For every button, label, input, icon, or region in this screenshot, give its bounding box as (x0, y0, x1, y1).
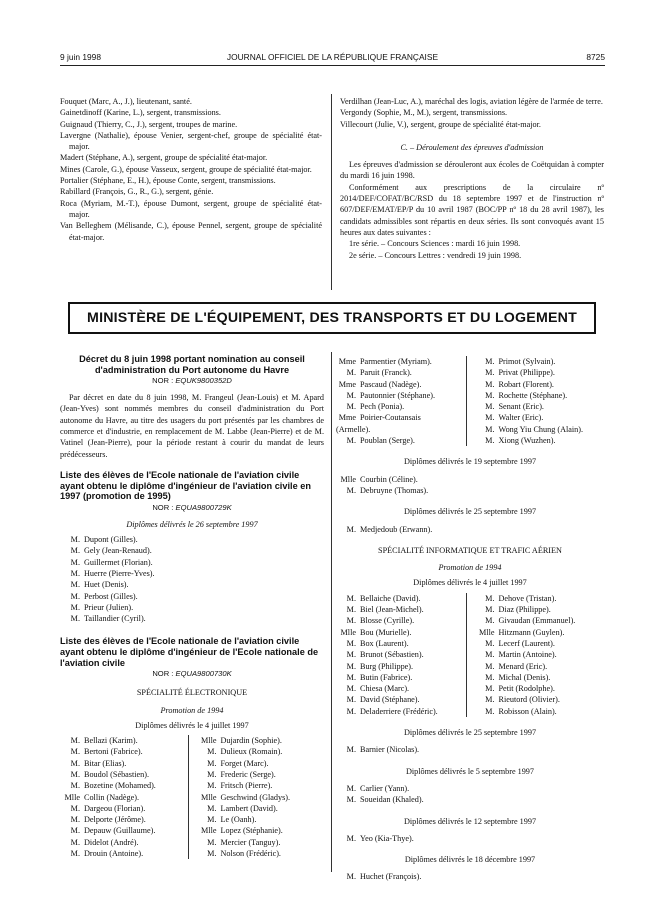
name-entry (60, 591, 324, 602)
name-entry (60, 848, 188, 859)
name-entry (60, 602, 324, 613)
civility: M. (70, 546, 80, 556)
name-entry (475, 379, 605, 390)
diploma-date: Diplômes délivrés le 26 septembre 1997 (126, 519, 258, 529)
person-name: Huet (Denis). (84, 580, 129, 590)
serie-line: 1re série. – Concours Sciences : mardi 16 juin 1998. (349, 239, 521, 249)
name-column-right (188, 735, 325, 859)
person-name: Dupont (Gilles). (84, 535, 138, 545)
person-name: Burg (Philippe). (360, 661, 414, 671)
civility: M. (346, 706, 356, 716)
person-name: Rieutord (Olivier). (498, 695, 560, 705)
name-entry (60, 792, 188, 803)
name-entry (475, 627, 605, 638)
civility: M. (485, 616, 495, 626)
name-list (336, 783, 604, 806)
name-list (60, 534, 324, 624)
civility: M. (346, 402, 356, 412)
person-name: Primot (Sylvain). (498, 357, 556, 366)
nor-reference: NOR : EQUA9800729K (152, 502, 232, 512)
name-entry (197, 814, 325, 825)
person-name: Delporte (Jérôme). (84, 815, 146, 825)
person-name: Walter (Eric). (498, 413, 544, 423)
list-item: Van Belleghem (Mélisande, C.), épouse Pennel, sergent, groupe de spécialité état-major. (60, 221, 322, 242)
name-entry (60, 557, 324, 568)
name-entry (60, 545, 324, 556)
diploma-date: Diplômes délivrés le 4 juillet 1997 (135, 720, 249, 730)
name-list (336, 833, 604, 844)
name-entry (336, 356, 466, 367)
diploma-date: Diplômes délivrés le 25 septembre 1997 (403, 728, 537, 738)
person-name: Chiesa (Marc). (360, 684, 410, 694)
civility: M. (70, 849, 80, 859)
list-title: Liste des élèves de l'Ecole nationale de l'aviation civile ayant obtenu le diplôme d'ingénieur de l'aviation civile en 1997 (promotion de 1995) (60, 469, 311, 502)
list-item: Vergondy (Sophie, M., M.), sergent, transmissions. (340, 108, 508, 118)
list-item: Gainetdinoff (Karine, L.), sergent, transmissions. (60, 108, 221, 118)
person-name: Dulieux (Romain). (220, 747, 283, 757)
page-header (60, 52, 605, 64)
civility: M. (485, 706, 495, 716)
civility: M. (346, 368, 356, 378)
name-entry (197, 837, 325, 848)
name-entry (475, 593, 605, 604)
name-entry (197, 792, 325, 803)
name-entry (336, 638, 466, 649)
person-name: Prieur (Julien). (84, 602, 134, 612)
civility: M. (485, 672, 495, 682)
name-entry (336, 435, 466, 446)
name-entry (336, 401, 466, 412)
name-entry (60, 735, 188, 746)
civility: Mlle (64, 792, 80, 802)
person-name: Bellazi (Karim). (84, 736, 138, 746)
diploma-date: Diplômes délivrés le 4 juillet 1997 (413, 578, 527, 588)
person-name: Biel (Jean-Michel). (360, 605, 424, 615)
list-item: Guignaud (Thierry, C., J.), sergent, troupes de marine. (60, 119, 238, 129)
name-entry (336, 379, 466, 390)
name-entry (336, 367, 466, 378)
civility: M. (346, 390, 356, 400)
civility: M. (70, 803, 80, 813)
name-entry (475, 706, 605, 717)
name-list-two-columns (336, 356, 604, 446)
civility: M. (207, 769, 217, 779)
person-name: Box (Laurent). (360, 638, 409, 648)
person-name: Guillermet (Florian). (84, 557, 153, 567)
civility: M. (485, 661, 495, 671)
person-name: Gely (Jean-Renaud). (84, 546, 152, 556)
person-name: Michal (Denis). (498, 672, 551, 682)
person-name: Dargeou (Florian). (84, 803, 146, 813)
person-name: Nolson (Frédéric). (220, 849, 281, 859)
name-entry (475, 356, 605, 367)
civility: M. (70, 591, 80, 601)
name-column-right (466, 356, 605, 446)
nor-reference: NOR : EQUA9800730K (152, 669, 232, 679)
person-name: Bitar (Elias). (84, 758, 127, 768)
promotion-heading: Promotion de 1994 (438, 563, 502, 573)
specialty-heading: SPÉCIALITÉ INFORMATIQUE ET TRAFIC AÉRIEN (378, 545, 562, 555)
person-name: Boudol (Sébastien). (84, 769, 150, 779)
civility: M. (70, 826, 80, 836)
name-list (336, 744, 604, 755)
person-name: Debruyne (Thomas). (360, 485, 429, 495)
name-column-left (60, 735, 188, 859)
person-name: Dujardin (Sophie). (220, 736, 282, 746)
section-title: C. – Déroulement des épreuves d'admission (400, 142, 544, 152)
name-entry (60, 579, 324, 590)
civility: M. (485, 368, 495, 378)
list-item: Mines (Carole, G.), épouse Vasseux, sergent, groupe de spécialité état-major. (60, 164, 312, 174)
person-name: Paruit (Franck). (360, 368, 412, 378)
civility: M. (70, 602, 80, 612)
person-name: Huchet (François). (360, 872, 422, 882)
name-entry (60, 568, 324, 579)
name-entry (336, 627, 466, 638)
person-name: Pautonnier (Stéphane). (360, 390, 436, 400)
person-name: Lopez (Stéphanie). (220, 826, 283, 836)
civility: Mme (338, 357, 356, 366)
person-name: Poirier-Coutansais (360, 413, 421, 423)
civility: Mme (338, 413, 356, 423)
person-name: Soueidan (Khaled). (360, 795, 424, 805)
name-entry (475, 401, 605, 412)
person-name: Wong Yiu Chung (Alain). (498, 424, 584, 434)
civility: M. (346, 783, 356, 793)
civility: Mlle (340, 474, 356, 484)
civility: M. (70, 580, 80, 590)
top-left-column (60, 96, 322, 243)
top-right-column (340, 96, 604, 261)
promotion-heading: Promotion de 1994 (160, 705, 224, 715)
bottom-right-column (336, 356, 604, 883)
civility: M. (485, 402, 495, 412)
person-name: Drouin (Antoine). (84, 849, 144, 859)
column-divider-bottom (331, 352, 332, 872)
civility: M. (346, 593, 356, 603)
person-name: Hitzmann (Guylen). (498, 627, 565, 637)
list-item: Fouquet (Marc, A., J.), lieutenant, santé. (60, 97, 192, 106)
person-name: Bertoni (Fabrice). (84, 747, 143, 757)
civility: M. (346, 745, 356, 755)
column-divider-top (331, 94, 332, 290)
header-journal-title: JOURNAL OFFICIEL DE LA RÉPUBLIQUE FRANÇAISE (226, 52, 439, 62)
diploma-date: Diplômes délivrés le 5 septembre 1997 (405, 766, 534, 776)
civility: M. (346, 485, 356, 495)
name-entry (336, 524, 604, 535)
name-entry (336, 672, 466, 683)
person-name: Givaudan (Emmanuel). (498, 616, 576, 626)
civility: Mlle (201, 792, 217, 802)
person-name: Poublan (Serge). (360, 436, 415, 446)
person-name: Pech (Ponia). (360, 402, 405, 412)
civility: Mlle (479, 627, 495, 637)
name-entry (475, 615, 605, 626)
person-name: Rochette (Stéphane). (498, 390, 568, 400)
name-entry (60, 613, 324, 624)
name-entry (197, 735, 325, 746)
person-name: Bozetine (Mohamed). (84, 781, 156, 791)
civility: M. (346, 661, 356, 671)
civility: M. (485, 695, 495, 705)
diploma-date: Diplômes délivrés le 12 septembre 1997 (403, 816, 537, 826)
person-name: Depauw (Guillaume). (84, 826, 156, 836)
diploma-date: Diplômes délivrés le 19 septembre 1997 (403, 457, 537, 467)
name-entry (60, 769, 188, 780)
name-entry (475, 367, 605, 378)
civility: M. (70, 535, 80, 545)
civility: Mlle (340, 627, 356, 637)
name-entry (475, 424, 605, 435)
diploma-date: Diplômes délivrés le 18 décembre 1997 (404, 855, 536, 865)
person-name: Perbost (Gilles). (84, 591, 138, 601)
name-entry (475, 435, 605, 446)
serie-line: 2e série. – Concours Lettres : vendredi 19 juin 1998. (349, 250, 522, 260)
name-entry (336, 783, 604, 794)
name-entry (60, 837, 188, 848)
list-item: Verdilhan (Jean-Luc, A.), maréchal des logis, aviation légère de l'armée de terre. (340, 97, 603, 106)
person-name-continued: (Armelle). (336, 424, 371, 434)
name-list (336, 474, 604, 497)
name-entry (197, 825, 325, 836)
person-name: Pascaud (Nadège). (360, 379, 422, 389)
name-entry (336, 412, 466, 423)
person-name: Barnier (Nicolas). (360, 745, 420, 755)
name-entry (197, 803, 325, 814)
civility: M. (70, 758, 80, 768)
name-entry (60, 534, 324, 545)
list-item: Lavergne (Nathalie), épouse Venier, sergent-chef, groupe de spécialité état-major. (60, 130, 322, 152)
name-entry (475, 672, 605, 683)
specialty-heading: SPÉCIALITÉ ÉLECTRONIQUE (136, 688, 248, 698)
civility: M. (346, 650, 356, 660)
name-entry (336, 706, 466, 717)
name-entry (336, 474, 604, 485)
bottom-left-column (60, 354, 324, 859)
civility: M. (207, 803, 217, 813)
person-name: Bellaiche (David). (360, 593, 421, 603)
civility: Mme (338, 379, 356, 389)
list-item: Villecourt (Julie, V.), sergent, groupe de spécialité état-major. (340, 119, 541, 129)
name-entry (475, 683, 605, 694)
person-name: Carlier (Yann). (360, 783, 410, 793)
person-name: Taillandier (Cyril). (84, 614, 146, 624)
name-entry (336, 604, 466, 615)
name-entry (336, 683, 466, 694)
list-item: Portalier (Stéphane, E., H.), épouse Conte, sergent, transmissions. (60, 176, 276, 186)
person-name: Xiong (Wuzhen). (498, 436, 556, 446)
name-entry (336, 833, 604, 844)
header-date: 9 juin 1998 (60, 52, 101, 62)
civility: M. (485, 593, 495, 603)
civility: M. (207, 747, 217, 757)
civility: M. (207, 815, 217, 825)
person-name: Huerre (Pierre-Yves). (84, 568, 155, 578)
person-name: Lecerf (Laurent). (498, 638, 555, 648)
decree-text: Par décret en date du 8 juin 1998, M. Frangeul (Jean-Louis) et M. Apard (Jean-Yves) sont nommés membres du conseil d'administration du Port autonome du Havre, au titre des usagers du port présentés par les chambres de commerce et d'industrie, en remplacement de M. Labbe (Jean-Pierre) et de M. Vatinel (Jean-Pierre), pour la période restant à courir du mandat de leurs prédécesseurs. (60, 393, 324, 459)
civility: M. (346, 684, 356, 694)
civility: M. (485, 357, 495, 366)
person-name: Collin (Nadège). (84, 792, 140, 802)
civility: M. (346, 436, 356, 446)
person-name: Martin (Antoine). (498, 650, 557, 660)
name-entry (197, 758, 325, 769)
civility: M. (346, 524, 356, 534)
name-entry (475, 649, 605, 660)
name-entry (60, 746, 188, 757)
person-name: Senant (Eric). (498, 402, 544, 412)
civility: M. (485, 390, 495, 400)
civility: M. (346, 695, 356, 705)
person-name: Robart (Florent). (498, 379, 554, 389)
name-entry (475, 604, 605, 615)
name-entry (336, 593, 466, 604)
civility: M. (70, 736, 80, 746)
person-name: Fritsch (Pierre). (220, 781, 273, 791)
civility: M. (70, 781, 80, 791)
list-item: Rabillard (François, G., R., G.), sergent, génie. (60, 187, 214, 197)
name-entry (336, 485, 604, 496)
name-entry (60, 758, 188, 769)
civility: M. (485, 605, 495, 615)
person-name: Le (Oanh). (220, 815, 257, 825)
name-entry (60, 825, 188, 836)
name-entry (336, 649, 466, 660)
header-rule (60, 65, 605, 66)
person-name: Diaz (Philippe). (498, 605, 551, 615)
civility: M. (70, 747, 80, 757)
name-entry (475, 390, 605, 401)
list-title: Liste des élèves de l'Ecole nationale de l'aviation civile ayant obtenu le diplôme d'ingénieur de l'Ecole nationale de l'aviation civile (60, 636, 319, 668)
civility: M. (485, 413, 495, 423)
civility: M. (485, 684, 495, 694)
name-entry (336, 661, 466, 672)
name-entry (197, 848, 325, 859)
name-list-two-columns (60, 735, 324, 859)
civility: M. (346, 833, 356, 843)
name-entry (197, 780, 325, 791)
person-name: Parmentier (Myriam). (360, 357, 432, 366)
name-list-two-columns (336, 593, 604, 717)
civility: M. (70, 568, 80, 578)
person-name: Bou (Murielle). (360, 627, 412, 637)
civility: Mlle (201, 826, 217, 836)
person-name: Robisson (Alain). (498, 706, 557, 716)
name-list (336, 871, 604, 882)
civility: M. (70, 614, 80, 624)
civility: M. (485, 424, 495, 434)
person-name: Dehove (Tristan). (498, 593, 557, 603)
civility: M. (346, 795, 356, 805)
person-name: Petit (Rodolphe). (498, 684, 555, 694)
civility: M. (346, 616, 356, 626)
civility: M. (70, 815, 80, 825)
civility: M. (207, 849, 217, 859)
name-column-right (466, 593, 605, 717)
civility: M. (346, 638, 356, 648)
name-entry (60, 814, 188, 825)
list-item: Roca (Myriam, M.-T.), épouse Dumont, sergent, groupe de spécialité état-major. (60, 198, 322, 219)
name-entry (336, 871, 604, 882)
person-name: Mercier (Tanguy). (220, 837, 281, 847)
name-entry (475, 694, 605, 705)
person-name: David (Stéphane). (360, 695, 420, 705)
diploma-date: Diplômes délivrés le 25 septembre 1997 (403, 507, 537, 517)
civility: Mlle (201, 736, 217, 746)
person-name: Frederic (Serge). (220, 769, 276, 779)
person-name: Privat (Philippe). (498, 368, 555, 378)
civility: M. (70, 769, 80, 779)
name-entry (60, 803, 188, 814)
person-name: Butin (Fabrice). (360, 672, 413, 682)
civility: M. (70, 557, 80, 567)
nor-reference: NOR : EQUK9800352D (152, 376, 232, 386)
name-column-left (336, 356, 466, 446)
paragraph: Conformément aux prescriptions de la circulaire nº 2014/DEF/COFAT/BC/RSD du 18 septembre 1997 et de l'instruction nº 607/DEF/EMAT/EP/P du 10 avril 1987 (BOC/PP nº 18 du 28 avril 1987), les candidats admissibles sont répartis en deux séries. Ils sont convoqués avant 15 heures aux dates suivantes : (340, 182, 604, 237)
name-list (336, 524, 604, 535)
person-name: Lambert (David). (220, 803, 278, 813)
civility: M. (485, 379, 495, 389)
header-page-number: 8725 (586, 52, 605, 62)
person-name: Courbin (Céline). (360, 474, 418, 484)
name-entry (336, 744, 604, 755)
civility: M. (207, 837, 217, 847)
person-name: Medjedoub (Erwann). (360, 524, 433, 534)
name-entry (336, 390, 466, 401)
civility: M. (485, 436, 495, 446)
person-name: Deladerriere (Frédéric). (360, 706, 438, 716)
person-name: Geschwind (Gladys). (220, 792, 291, 802)
name-entry (60, 780, 188, 791)
name-column-left (336, 593, 466, 717)
civility: M. (207, 758, 217, 768)
civility: M. (70, 837, 80, 847)
decree-title: Décret du 8 juin 1998 portant nomination au conseil d'administration du Port autonome du Havre (79, 354, 305, 375)
civility: M. (346, 605, 356, 615)
civility: M. (485, 638, 495, 648)
name-entry (475, 638, 605, 649)
person-name: Forget (Marc). (220, 758, 269, 768)
person-name: Blosse (Cyrille). (360, 616, 415, 626)
civility: M. (346, 672, 356, 682)
person-name: Didelot (André). (84, 837, 139, 847)
name-entry (336, 694, 466, 705)
name-entry (475, 412, 605, 423)
name-entry (197, 746, 325, 757)
name-entry (336, 615, 466, 626)
civility: M. (207, 781, 217, 791)
paragraph: Les épreuves d'admission se dérouleront aux écoles de Coëtquidan à compter du mardi 16 juin 1998. (340, 160, 604, 181)
person-name: Menard (Eric). (498, 661, 548, 671)
person-name: Brunot (Sébastien). (360, 650, 424, 660)
ministry-banner: MINISTÈRE DE L'ÉQUIPEMENT, DES TRANSPORTS ET DU LOGEMENT (68, 302, 596, 334)
list-item: Madert (Stéphane, A.), sergent, groupe de spécialité état-major. (60, 153, 268, 163)
name-entry (475, 661, 605, 672)
civility: M. (485, 650, 495, 660)
person-name: Yeo (Kia-Thye). (360, 833, 414, 843)
civility: M. (346, 872, 356, 882)
name-entry (197, 769, 325, 780)
name-entry (336, 794, 604, 805)
